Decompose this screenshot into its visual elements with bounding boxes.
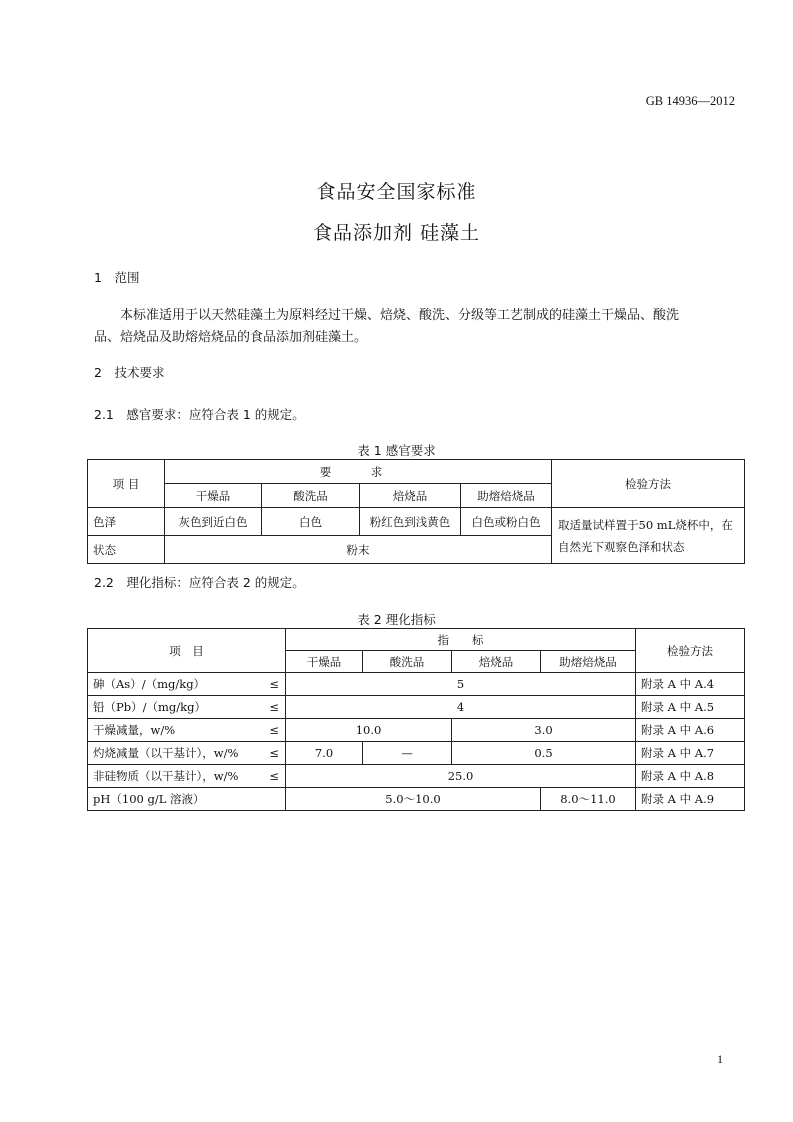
table-2-subheader: 助熔焙烧品 [541, 651, 636, 673]
table-1-subheader: 酸洗品 [262, 484, 360, 508]
table-2-method: 附录 A 中 A.8 [636, 765, 745, 788]
table-2-item: 铅（Pb）/（mg/kg） [88, 696, 264, 719]
document-title: 食品安全国家标准 [316, 181, 477, 203]
page-number: 1 [717, 1052, 723, 1066]
table-1-caption: 表 1 感官要求 [357, 443, 436, 458]
table-2-value: 10.0 [286, 719, 452, 742]
document-subtitle: 食品添加剂 硅藻土 [312, 222, 481, 244]
table-2-operator: ≤ [264, 673, 286, 696]
table-2-value: — [363, 742, 452, 765]
table-1-requirement-header: 要 求 [165, 460, 552, 484]
table-2-operator: ≤ [264, 742, 286, 765]
section-2-2-heading: 2.2 理化指标：应符合表 2 的规定。 [94, 575, 305, 590]
table-2-item: 干燥减量，w/% [88, 719, 264, 742]
table-2-item: pH（100 g/L 溶液） [88, 788, 286, 811]
table-2-item-header: 项 目 [88, 629, 286, 673]
table-1-item-header: 项 目 [88, 460, 165, 508]
table-1-cell: 灰色到近白色 [165, 508, 262, 536]
table-2-value: 7.0 [286, 742, 363, 765]
table-2-subheader: 焙烧品 [452, 651, 541, 673]
sensory-requirements-table [87, 459, 745, 564]
section-2-1-heading: 2.1 感官要求：应符合表 1 的规定。 [94, 407, 305, 422]
table-2-value: 0.5 [452, 742, 636, 765]
table-2-item: 非硅物质（以干基计），w/% [88, 765, 264, 788]
table-1-subheader: 助熔焙烧品 [461, 484, 552, 508]
table-1-cell: 粉红色到浅黄色 [360, 508, 461, 536]
table-2-value: 3.0 [452, 719, 636, 742]
table-1-method-cell: 取适量试样置于50 mL烧杯中，在自然光下观察色泽和状态 [552, 508, 745, 564]
scope-paragraph-line2: 品、焙烧品及助熔焙烧品的食品添加剂硅藻土。 [94, 330, 368, 345]
table-2-value: 5.0～10.0 [286, 788, 541, 811]
table-1-cell: 粉末 [165, 536, 552, 564]
table-2-method: 附录 A 中 A.9 [636, 788, 745, 811]
table-2-subheader: 酸洗品 [363, 651, 452, 673]
table-2-caption: 表 2 理化指标 [357, 612, 436, 627]
table-2-operator: ≤ [264, 696, 286, 719]
table-2-subheader: 干燥品 [286, 651, 363, 673]
table-2-index-header: 指 标 [286, 629, 636, 651]
table-2-operator: ≤ [264, 719, 286, 742]
table-2-method: 附录 A 中 A.7 [636, 742, 745, 765]
section-2-heading: 2 技术要求 [94, 365, 165, 380]
table-2-method-header: 检验方法 [636, 629, 745, 673]
table-1-row-label: 状态 [88, 536, 165, 564]
table-1-cell: 白色或粉白色 [461, 508, 552, 536]
table-1-method-header: 检验方法 [552, 460, 745, 508]
table-2-value: 8.0～11.0 [541, 788, 636, 811]
table-2-value: 5 [286, 673, 636, 696]
table-2-item: 砷（As）/（mg/kg） [88, 673, 264, 696]
table-1-row-label: 色泽 [88, 508, 165, 536]
table-2-method: 附录 A 中 A.5 [636, 696, 745, 719]
table-2-method: 附录 A 中 A.4 [636, 673, 745, 696]
table-1-subheader: 干燥品 [165, 484, 262, 508]
standard-number: GB 14936—2012 [645, 94, 735, 108]
table-2-method: 附录 A 中 A.6 [636, 719, 745, 742]
table-1-subheader: 焙烧品 [360, 484, 461, 508]
table-2-value: 25.0 [286, 765, 636, 788]
section-1-heading: 1 范围 [94, 270, 140, 285]
table-2-value: 4 [286, 696, 636, 719]
scope-paragraph-line1: 本标准适用于以天然硅藻土为原料经过干燥、焙烧、酸洗、分级等工艺制成的硅藻土干燥品、酸洗 [120, 308, 680, 323]
physicochemical-indices-table [87, 628, 745, 811]
table-2-operator: ≤ [264, 765, 286, 788]
table-2-item: 灼烧减量（以干基计），w/% [88, 742, 264, 765]
table-1-cell: 白色 [262, 508, 360, 536]
